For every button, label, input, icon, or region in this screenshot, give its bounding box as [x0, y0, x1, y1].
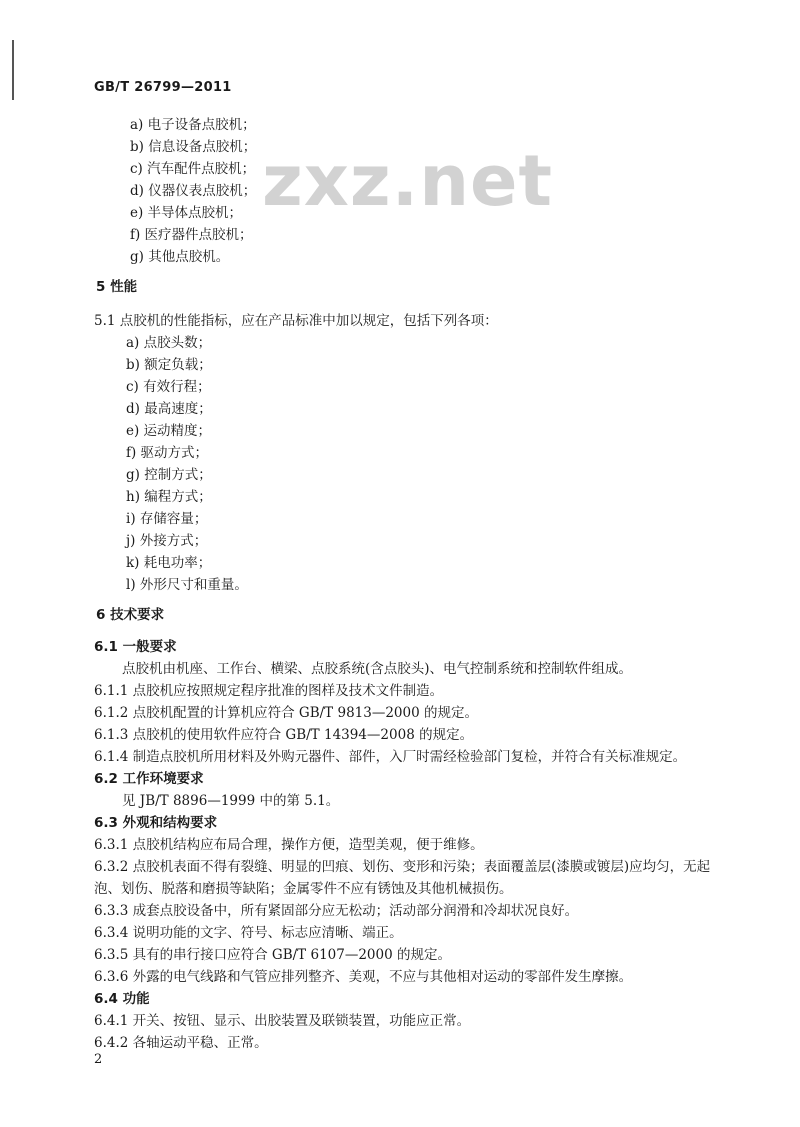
list-item: c) 有效行程； — [126, 379, 211, 395]
list-item: e) 运动精度； — [126, 423, 212, 439]
list-item: l) 外形尺寸和重量。 — [126, 577, 248, 593]
list-item: f) 医疗器件点胶机； — [130, 227, 253, 243]
clause-6-1-1: 6.1.1 点胶机应按照规定程序批准的图样及技术文件制造。 — [94, 683, 444, 699]
section-5-heading: 5 性能 — [96, 279, 138, 295]
list-item: h) 编程方式； — [126, 489, 212, 505]
list-item: g) 其他点胶机。 — [130, 249, 230, 265]
list-item: a) 点胶头数； — [126, 335, 212, 351]
list-item: e) 半导体点胶机； — [130, 205, 243, 221]
list-item: b) 信息设备点胶机； — [130, 139, 257, 155]
clause-6-1-2: 6.1.2 点胶机配置的计算机应符合 GB/T 9813—2000 的规定。 — [94, 705, 478, 721]
clause-6-3: 6.3 外观和结构要求 — [94, 815, 218, 831]
list-item: j) 外接方式； — [126, 533, 208, 549]
clause-6-3-4: 6.3.4 说明功能的文字、符号、标志应清晰、端正。 — [94, 925, 403, 941]
clause-6-1: 6.1 一般要求 — [94, 639, 177, 655]
clause-5-1: 5.1 点胶机的性能指标，应在产品标准中加以规定，包括下列各项： — [94, 313, 498, 329]
clause-6-4-1: 6.4.1 开关、按钮、显示、出胶装置及联锁装置，功能应正常。 — [94, 1013, 471, 1029]
standard-header: GB/T 26799—2011 — [94, 80, 232, 95]
list-item: d) 最高速度； — [126, 401, 212, 417]
clause-6-3-2-cont: 泡、划伤、脱落和磨损等缺陷；金属零件不应有锈蚀及其他机械损伤。 — [94, 881, 513, 897]
list-item: k) 耗电功率； — [126, 555, 212, 571]
clause-6-4: 6.4 功能 — [94, 991, 150, 1007]
list-item: f) 驱动方式； — [126, 445, 209, 461]
list-item: g) 控制方式； — [126, 467, 212, 483]
list-item: i) 存储容量； — [126, 511, 208, 527]
page-number: 2 — [94, 1052, 103, 1067]
clause-6-3-5: 6.3.5 具有的串行接口应符合 GB/T 6107—2000 的规定。 — [94, 947, 451, 963]
clause-6-3-1: 6.3.1 点胶机结构应布局合理，操作方便，造型美观，便于维修。 — [94, 837, 484, 853]
watermark: zxz.net — [262, 140, 553, 222]
section-6-heading: 6 技术要求 — [96, 607, 165, 623]
clause-6-3-3: 6.3.3 成套点胶设备中，所有紧固部分应无松动；活动部分润滑和冷却状况良好。 — [94, 903, 579, 919]
clause-6-1-3: 6.1.3 点胶机的使用软件应符合 GB/T 14394—2008 的规定。 — [94, 727, 474, 743]
list-item: b) 额定负载； — [126, 357, 212, 373]
list-item: d) 仪器仪表点胶机； — [130, 183, 257, 199]
clause-6-3-6: 6.3.6 外露的电气线路和气管应排列整齐、美观，不应与其他相对运动的零部件发生摩擦。 — [94, 969, 633, 985]
list-item: c) 汽车配件点胶机； — [130, 161, 256, 177]
scan-edge-line — [12, 40, 14, 100]
clause-6-2: 6.2 工作环境要求 — [94, 771, 204, 787]
clause-6-4-2: 6.4.2 各轴运动平稳、正常。 — [94, 1035, 268, 1051]
clause-6-3-2: 6.3.2 点胶机表面不得有裂缝、明显的凹痕、划伤、变形和污染；表面覆盖层(漆膜或镀层)应均匀，无起 — [94, 859, 711, 875]
paragraph: 见 JB/T 8896—1999 中的第 5.1。 — [122, 793, 340, 809]
list-item: a) 电子设备点胶机； — [130, 117, 256, 133]
clause-6-1-4: 6.1.4 制造点胶机所用材料及外购元器件、部件，入厂时需经检验部门复检，并符合有关标准规定。 — [94, 749, 687, 765]
paragraph: 点胶机由机座、工作台、横梁、点胶系统(含点胶头)、电气控制系统和控制软件组成。 — [122, 661, 633, 677]
